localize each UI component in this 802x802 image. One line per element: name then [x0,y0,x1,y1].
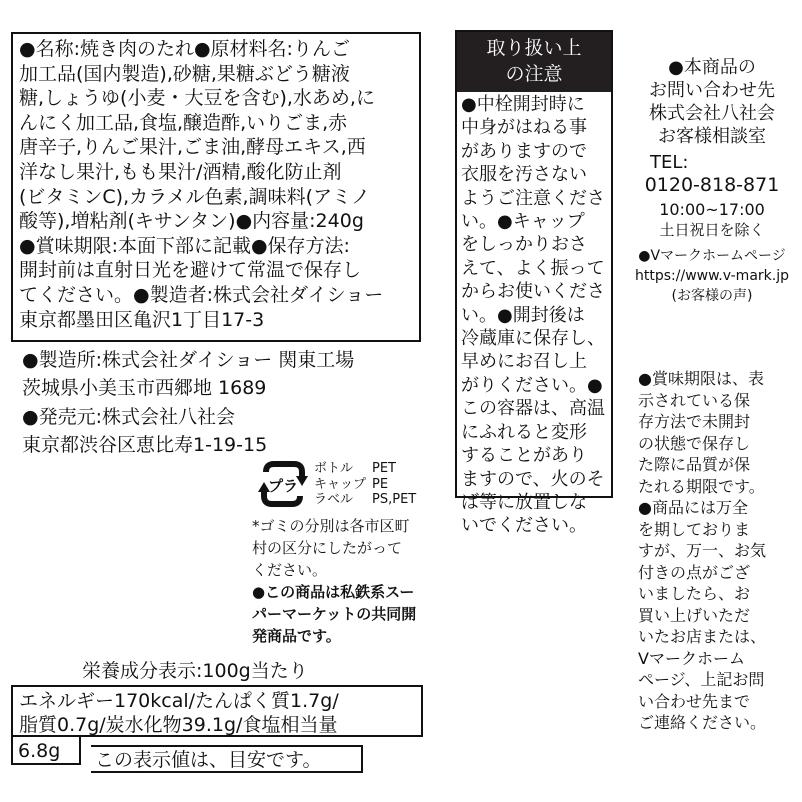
private-brand-line: パーマーケットの共同開 [252,605,417,623]
caution-line: することがあり [461,445,587,467]
closed-days: 土日祝日を除く [659,221,765,239]
quality-note-line: たれる期限です。 [638,476,765,496]
recycle-symbol-text: プラ [267,477,299,495]
caution-line: からお使いくださ [461,281,605,303]
factory-address: 茨城県小美玉市西郷地 1689 [22,377,267,399]
contact-line: 株式会社八社会 [649,103,775,124]
nutrition-box [11,685,423,737]
ingredients-line: (ビタミンC),カラメル色素,調味料(アミノ [19,185,371,208]
quality-note-line: ●商品には万全 [638,498,748,517]
ingredients-line: 加工品(国内製造),砂糖,果糖ぶどう糖液 [19,62,350,85]
seller-info [22,403,267,459]
caution-title-line: の注意 [505,63,563,85]
quality-note-line: ●賞味期限は、表 [638,369,764,388]
caution-line: ば等に放置しな [461,491,587,513]
caution-line: 冷蔵庫に保存し、 [461,328,605,350]
garbage-note [252,515,410,581]
plastic-recycle-icon [258,458,308,512]
quality-note-line: Vマークホーム [638,648,745,668]
website-url[interactable]: https://www.v-mark.jp [635,268,789,284]
quality-note-line: の状態で保存し [638,433,751,453]
caution-line: をしっかりおさ [461,234,587,256]
handling-caution-title [457,32,611,92]
tel-number[interactable]: 0120-818-871 [644,174,780,196]
private-brand-line: 発商品です。 [252,627,341,645]
contact-block [632,56,792,306]
recycle-mark [258,458,448,518]
caution-line: 衣服を汚さない [461,164,587,186]
garbage-note-line: *ゴミの分別は各市区町 [252,517,410,535]
recycle-material: PET [372,461,396,476]
recycle-part: ボトル [314,461,354,476]
recycle-material: PE [372,476,389,492]
nutrition-line: 6.8g [18,740,61,762]
quality-note-line: すが、万一、お気 [638,541,767,560]
ingredients-line: ●名称:焼き肉のたれ●原材料名:りんご [19,38,350,60]
nutrition-heading: 栄養成分表示:100g当たり [82,660,308,682]
ingredients-line: 開封前は直射日光を避けて常温で保存し [19,259,362,282]
recycle-part: ラベル [314,492,354,507]
contact-line: ●本商品の [668,57,756,78]
quality-note-line: いましたら、お [638,584,751,603]
ingredients-line: んにく加工品,食塩,醸造酢,いりごま,赤 [19,111,348,134]
ingredients-line: 酸等),増粘剤(キサンタン)●内容量:240g [19,210,364,233]
ingredients-line: ●賞味期限:本面下部に記載●保存方法: [19,234,350,257]
ingredients-line: 糖,しょうゆ(小麦・大豆を含む),水あめ,に [19,87,375,110]
caution-line: この容器は、高温 [461,398,605,420]
quality-note-line: た際に品質が保 [638,455,751,474]
private-brand-note [252,581,416,647]
handling-caution-box [455,30,613,537]
quality-note-line: い合わせ先まで [638,691,751,711]
ingredients-box [11,32,421,342]
nutrition-note: この表示値は、目安です。 [91,745,363,773]
handling-caution-body [457,92,611,539]
ingredients-line: 唐辛子,りんご果汁,ごま油,酵母エキス,西 [19,136,366,159]
private-brand-line: ●この商品は私鉄系スー [252,583,415,601]
ingredients-line: 洋なし果汁,もも果汁/酒精,酸化防止剤 [19,160,342,183]
caution-line: いでください。 [461,515,587,537]
caution-line: ●中栓開封時に [461,94,585,115]
business-hours: 10:00~17:00 [659,200,765,219]
caution-line: えて、よく振って [461,257,605,279]
nutrition-line: 脂質0.7g/炭水化物39.1g/食塩相当量 [19,714,338,736]
website-url-note: (お客様の声) [671,288,753,304]
caution-line: い。●キャップ [461,211,585,233]
recycle-material: PS,PET [372,492,417,507]
factory-name: ●製造所:株式会社ダイショー 関東工場 [22,349,355,371]
garbage-note-line: 村の区分にしたがって [252,539,403,557]
caution-line: ようご注意くださ [461,187,605,209]
quality-note-line: いたお店または、 [638,627,767,646]
recycle-part: キャップ [314,476,367,492]
website-label: ●Vマークホームページ [638,248,786,264]
caution-line: がありますので [461,140,587,162]
quality-note [638,368,766,734]
garbage-note-line: ください。 [252,561,328,579]
ingredients-line: 東京都墨田区亀沢1丁目17-3 [19,308,265,331]
tel-label: TEL: [650,152,689,173]
ingredients-line: てください。●製造者:株式会社ダイショー [19,283,384,306]
recycle-part-column [314,461,366,508]
caution-line: 中身がはねる事 [461,117,587,139]
nutrition-salt-box [11,735,81,765]
factory-info [22,346,354,402]
contact-line: お客様相談室 [658,126,766,147]
quality-note-line: ページ、上記お問 [638,670,765,689]
quality-note-line: 存方法で未開封 [638,412,751,431]
nutrition-line: エネルギー170kcal/たんぱく質1.7g/ [19,690,339,712]
seller-address: 東京都渋谷区恵比寿1-19-15 [22,434,268,456]
caution-title-line: 取り扱い上 [486,37,582,59]
seller-name: ●発売元:株式会社八社会 [22,406,235,428]
caution-line: ますので、火のそ [461,468,605,490]
quality-note-line: ご連絡ください。 [638,713,767,732]
recycle-material-column [372,461,416,508]
contact-line: お問い合わせ先 [649,80,775,101]
caution-line: 早めにお召し上 [461,351,587,373]
quality-note-line: 示されている保 [638,390,751,410]
caution-line: い。●開封後は [461,304,585,326]
quality-note-line: を期しておりま [638,519,751,539]
caution-line: がりください。● [461,374,603,396]
caution-line: にふれると変形 [461,421,587,443]
quality-note-line: 買い上げいただ [638,605,751,625]
quality-note-line: 付きの点がござ [638,562,751,582]
